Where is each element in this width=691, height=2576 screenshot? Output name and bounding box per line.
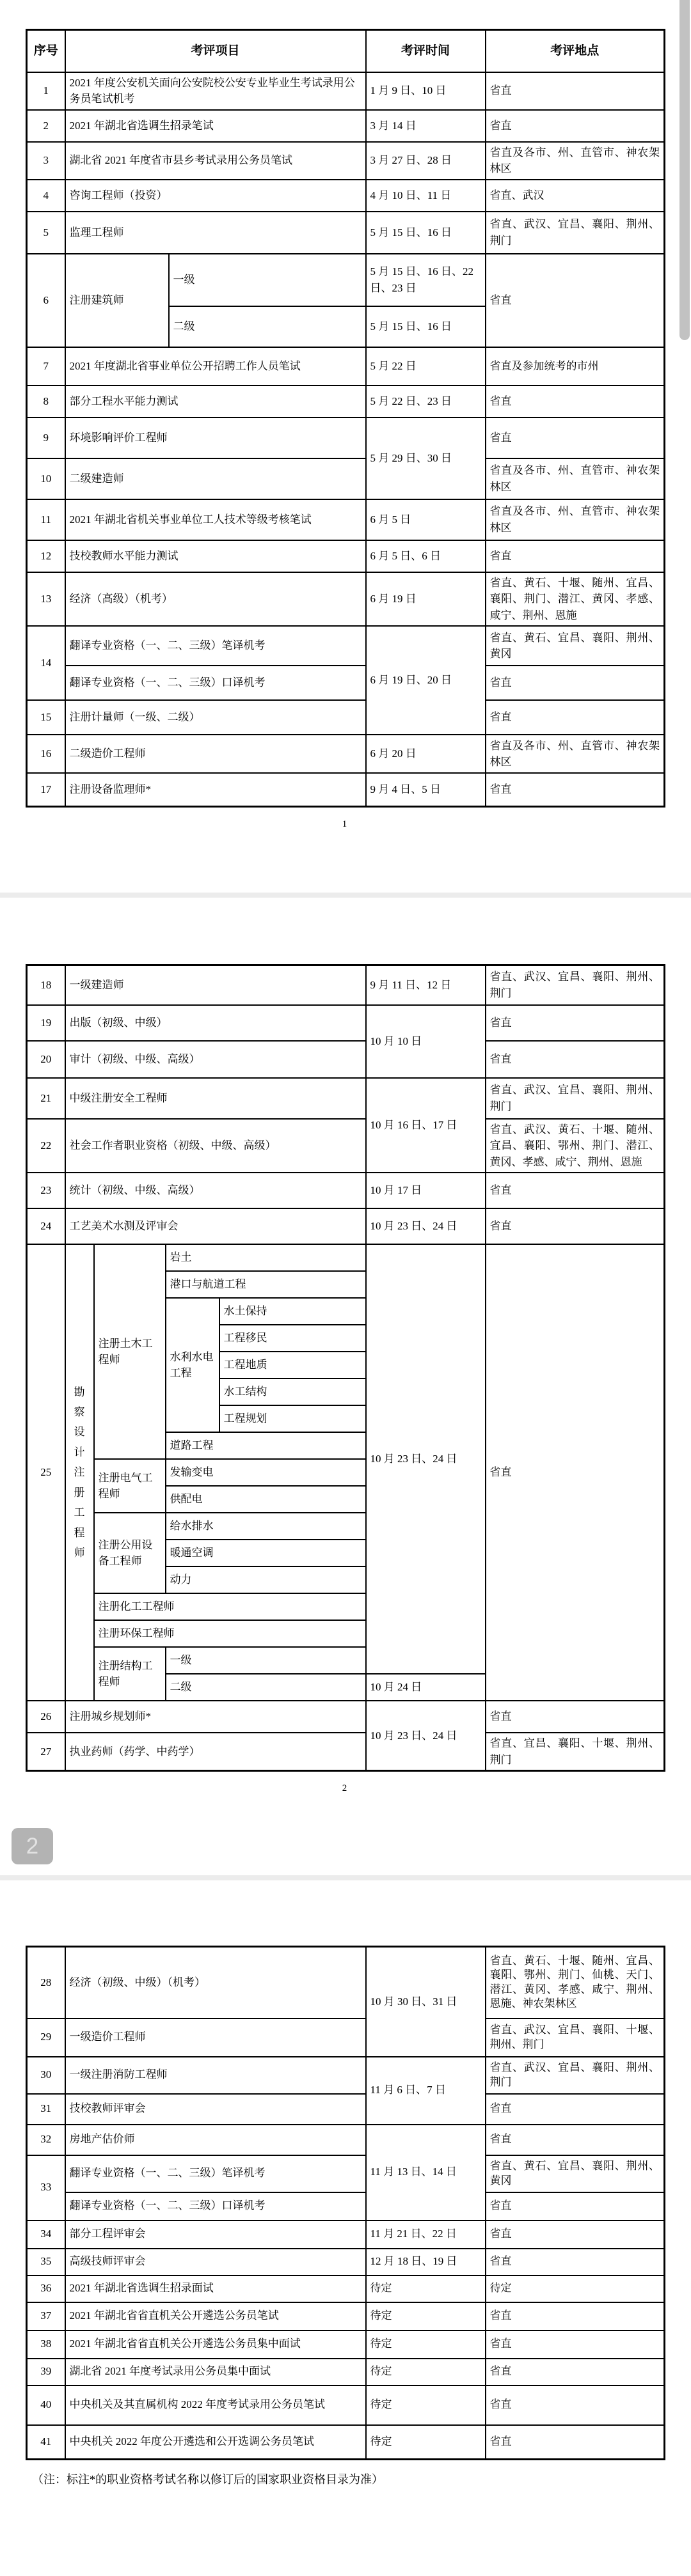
table-cell: 省直、武汉、宜昌、襄阳、十堰、荆州、荆门: [486, 2018, 665, 2057]
row-index-cell: 21: [27, 1078, 65, 1119]
table-cell: 待定: [366, 2302, 486, 2330]
row-index-cell: 25: [27, 1244, 65, 1701]
table-cell: 经济（高级）（机考）: [65, 572, 366, 627]
pdf-page-1: [0, 0, 691, 893]
table-row: [27, 2302, 665, 2330]
table-cell: 省直、黄石、十堰、随州、宜昌、襄阳、荆门、潜江、黄冈、孝感、咸宁、荆州、恩施: [486, 572, 665, 627]
table-row: [27, 2275, 665, 2302]
table-row: [27, 72, 665, 110]
table-cell: 10 月 30 日、31 日: [366, 1947, 486, 2057]
row-index-cell: 15: [27, 700, 65, 735]
table-row: [27, 1078, 665, 1119]
table-cell: 省直: [486, 1005, 665, 1041]
table-row: [27, 666, 665, 700]
row-index-cell: 5: [27, 212, 65, 254]
table-cell: 省直: [486, 666, 665, 700]
row-index-cell: 16: [27, 735, 65, 773]
table-cell: 省直及各市、州、直管市、神农架林区: [486, 142, 665, 180]
table-row: [27, 30, 665, 72]
row-index-cell: 36: [27, 2275, 65, 2302]
table-cell: 湖北省 2021 年度省市县乡考试录用公务员笔试: [65, 142, 366, 180]
table-cell: 工程地质: [219, 1352, 366, 1378]
row-index-cell: 12: [27, 540, 65, 572]
table-cell: 省直及各市、州、直管市、神农架林区: [486, 735, 665, 773]
row-index-cell: 30: [27, 2057, 65, 2094]
row-index-cell: 11: [27, 499, 65, 540]
table-cell: 供配电: [166, 1486, 366, 1513]
table-row: [27, 142, 665, 180]
table-cell: 二级: [169, 306, 366, 347]
row-index-cell: 38: [27, 2330, 65, 2359]
table-cell: 翻译专业资格（一、二、三级）笔译机考: [65, 626, 366, 666]
table-cell: 待定: [366, 2330, 486, 2359]
table-cell: 省直: [486, 254, 665, 347]
table-cell: 水利水电工程: [166, 1298, 219, 1432]
pdf-page-3: [0, 1880, 691, 2576]
row-index-cell: 33: [27, 2155, 65, 2221]
row-index-cell: 40: [27, 2385, 65, 2425]
table-cell: 2021 年湖北省机关事业单位工人技术等级考核笔试: [65, 499, 366, 540]
table-cell: 省直、武汉、宜昌、襄阳、荆州、荆门: [486, 965, 665, 1005]
table-cell: 工艺美术水测及评审会: [65, 1208, 366, 1244]
row-index-cell: 28: [27, 1947, 65, 2018]
table-cell: 省直: [486, 2192, 665, 2221]
column-header: 考评项目: [65, 30, 366, 72]
table-cell: 待定: [486, 2275, 665, 2302]
row-index-cell: 8: [27, 386, 65, 418]
table-cell: 注册电气工程师: [94, 1459, 166, 1513]
table-cell: 省直: [486, 2302, 665, 2330]
table-cell: 中央机关及其直属机构 2022 年度考试录用公务员笔试: [65, 2385, 366, 2425]
table-cell: 1 月 9 日、10 日: [366, 72, 486, 110]
table-cell: 给水排水: [166, 1513, 366, 1540]
table-cell: 翻译专业资格（一、二、三级）口译机考: [65, 2192, 366, 2221]
table-row: [27, 1701, 665, 1733]
table-cell: 省直: [486, 2094, 665, 2125]
row-index-cell: 39: [27, 2359, 65, 2385]
table-cell: 10 月 23 日、24 日: [366, 1208, 486, 1244]
table-cell: 2021 年湖北省省直机关公开遴选公务员笔试: [65, 2302, 366, 2330]
exam-table-3: [26, 1946, 665, 2460]
page-number: 1: [342, 818, 347, 829]
row-index-cell: 9: [27, 418, 65, 458]
row-index-cell: 31: [27, 2094, 65, 2125]
table-row: [27, 2094, 665, 2125]
table-cell: 省直: [486, 1701, 665, 1733]
table-cell: 工程移民: [219, 1325, 366, 1352]
table-row: [27, 2425, 665, 2460]
table-row: [27, 347, 665, 386]
table-cell: 省直: [486, 2359, 665, 2385]
table-cell: 11 月 21 日、22 日: [366, 2221, 486, 2249]
table-cell: 湖北省 2021 年度考试录用公务员集中面试: [65, 2359, 366, 2385]
table-cell: 执业药师（药学、中药学）: [65, 1733, 366, 1771]
table-cell: 翻译专业资格（一、二、三级）口译机考: [65, 666, 366, 700]
table-cell: 2021 年度公安机关面向公安院校公安专业毕业生考试录用公务员笔试机考: [65, 72, 366, 110]
row-index-cell: 10: [27, 458, 65, 499]
table-cell: 部分工程评审会: [65, 2221, 366, 2249]
table-cell: 省直、武汉、宜昌、襄阳、荆州、荆门: [486, 212, 665, 254]
page-separator: [0, 1875, 691, 1880]
table-cell: 10 月 10 日: [366, 1005, 486, 1078]
row-index-cell: 1: [27, 72, 65, 110]
table-cell: 水工结构: [219, 1378, 366, 1405]
table-row: [27, 2155, 665, 2192]
table-cell: 省直: [486, 1173, 665, 1208]
table-cell: 省直、武汉、宜昌、襄阳、荆州、荆门: [486, 2057, 665, 2094]
row-index-cell: 24: [27, 1208, 65, 1244]
table-cell: 技校教师水平能力测试: [65, 540, 366, 572]
row-index-cell: 17: [27, 773, 65, 806]
table-cell: 省直: [486, 110, 665, 142]
table-cell: 省直: [486, 1041, 665, 1078]
table-cell: 待定: [366, 2359, 486, 2385]
row-index-cell: 34: [27, 2221, 65, 2249]
row-index-cell: 6: [27, 254, 65, 347]
row-index-cell: 13: [27, 572, 65, 627]
table-row: [27, 2359, 665, 2385]
table-row: [27, 1119, 665, 1173]
table-cell: 一级建造师: [65, 965, 366, 1005]
row-index-cell: 2: [27, 110, 65, 142]
table-cell: 11 月 13 日、14 日: [366, 2125, 486, 2221]
table-cell: 5 月 22 日: [366, 347, 486, 386]
table-row: [27, 458, 665, 499]
table-cell: 监理工程师: [65, 212, 366, 254]
table-row: [27, 626, 665, 666]
table-cell: 11 月 6 日、7 日: [366, 2057, 486, 2125]
table-row: [27, 1733, 665, 1771]
table-cell: 省直: [486, 540, 665, 572]
row-index-cell: 35: [27, 2249, 65, 2275]
table-cell: 注册建筑师: [65, 254, 169, 347]
table-cell: 5 月 15 日、16 日: [366, 212, 486, 254]
table-cell: 社会工作者职业资格（初级、中级、高级）: [65, 1119, 366, 1173]
table-cell: 2021 年湖北省省直机关公开遴选公务员集中面试: [65, 2330, 366, 2359]
table-cell: 暖通空调: [166, 1540, 366, 1566]
table-row: [27, 2221, 665, 2249]
page-indicator-label: 2: [26, 1833, 39, 1859]
table-cell: 9 月 4 日、5 日: [366, 773, 486, 806]
table-row: [27, 2330, 665, 2359]
row-index-cell: 23: [27, 1173, 65, 1208]
table-cell: 省直、武汉: [486, 180, 665, 212]
table-cell: 省直: [486, 418, 665, 458]
table-row: [27, 965, 665, 1005]
table-cell: 经济（初级、中级）（机考）: [65, 1947, 366, 2018]
table-cell: 省直、黄石、十堰、随州、宜昌、襄阳、鄂州、荆门、仙桃、天门、潜江、黄冈、孝感、咸宁、荆州、恩施、神农架林区: [486, 1947, 665, 2018]
table-row: [27, 2249, 665, 2275]
table-cell: 省直、武汉、宜昌、襄阳、荆州、荆门: [486, 1078, 665, 1119]
table-cell: 省直、黄石、宜昌、襄阳、荆州、黄冈: [486, 2155, 665, 2192]
row-index-cell: 7: [27, 347, 65, 386]
table-row: [27, 1173, 665, 1208]
table-cell: 10 月 17 日: [366, 1173, 486, 1208]
table-cell: 10 月 23 日、24 日: [366, 1244, 486, 1674]
table-cell: 动力: [166, 1566, 366, 1593]
table-row: [27, 2018, 665, 2057]
table-cell: 咨询工程师（投资）: [65, 180, 366, 212]
table-row: [27, 773, 665, 806]
table-cell: 2021 年度湖北省事业单位公开招聘工作人员笔试: [65, 347, 366, 386]
table-cell: 6 月 5 日: [366, 499, 486, 540]
table-cell: 注册土木工程师: [94, 1244, 166, 1459]
table-cell: 省直、武汉、黄石、十堰、随州、宜昌、襄阳、鄂州、荆门、潜江、黄冈、孝感、咸宁、荆州、恩施: [486, 1119, 665, 1173]
table-cell: 10 月 23 日、24 日: [366, 1701, 486, 1771]
table-cell: 审计（初级、中级、高级）: [65, 1041, 366, 1078]
table-cell: 二级建造师: [65, 458, 366, 499]
row-index-cell: 4: [27, 180, 65, 212]
table-cell: 9 月 11 日、12 日: [366, 965, 486, 1005]
row-index-cell: 14: [27, 626, 65, 700]
table-row: [27, 499, 665, 540]
page-indicator-badge: [12, 1828, 53, 1864]
table-cell: 待定: [366, 2385, 486, 2425]
row-index-cell: 20: [27, 1041, 65, 1078]
table-cell: 环境影响评价工程师: [65, 418, 366, 458]
table-cell: 统计（初级、中级、高级）: [65, 1173, 366, 1208]
table-row: [27, 1041, 665, 1078]
table-cell: 一级注册消防工程师: [65, 2057, 366, 2094]
table-cell: 部分工程水平能力测试: [65, 386, 366, 418]
row-index-cell: 18: [27, 965, 65, 1005]
table-cell: 中央机关 2022 年度公开遴选和公开选调公务员笔试: [65, 2425, 366, 2460]
table-cell: 二级: [166, 1674, 366, 1701]
table-cell: 省直: [486, 773, 665, 806]
table-cell: 港口与航道工程: [166, 1271, 366, 1298]
table-cell: 10 月 24 日: [366, 1674, 486, 1701]
table-cell: 水土保持: [219, 1298, 366, 1325]
table-row: [27, 180, 665, 212]
row-index-cell: 19: [27, 1005, 65, 1041]
table-row: [27, 418, 665, 458]
table-cell: 2021 年湖北省选调生招录面试: [65, 2275, 366, 2302]
column-header: 序号: [27, 30, 65, 72]
table-cell: 房地产估价师: [65, 2125, 366, 2155]
table-cell: 2021 年湖北省选调生招录笔试: [65, 110, 366, 142]
table-cell: 6 月 20 日: [366, 735, 486, 773]
table-cell: 5 月 15 日、16 日: [366, 306, 486, 347]
column-header: 考评时间: [366, 30, 486, 72]
table-cell: 省直: [486, 2385, 665, 2425]
table-row: [27, 1244, 665, 1271]
table-cell: 一级造价工程师: [65, 2018, 366, 2057]
table-cell: 省直: [486, 1244, 665, 1701]
table-cell: 省直、黄石、宜昌、襄阳、荆州、黄冈: [486, 626, 665, 666]
table-row: [27, 572, 665, 627]
table-cell: 4 月 10 日、11 日: [366, 180, 486, 212]
table-cell: 6 月 5 日、6 日: [366, 540, 486, 572]
row-index-cell: 32: [27, 2125, 65, 2155]
table-row: [27, 254, 665, 306]
table-row: [27, 2192, 665, 2221]
column-header: 考评地点: [486, 30, 665, 72]
table-cell: 注册环保工程师: [94, 1620, 366, 1647]
table-cell: 注册结构工程师: [94, 1647, 166, 1701]
table-cell: 工程规划: [219, 1405, 366, 1432]
row-index-cell: 37: [27, 2302, 65, 2330]
table-cell: 6 月 19 日、20 日: [366, 626, 486, 735]
table-row: [27, 2057, 665, 2094]
row-index-cell: 26: [27, 1701, 65, 1733]
table-cell: 省直: [486, 2249, 665, 2275]
exam-table-2: [26, 964, 665, 1772]
table-cell: 发输变电: [166, 1459, 366, 1486]
table-cell: 12 月 18 日、19 日: [366, 2249, 486, 2275]
table-cell: 待定: [366, 2425, 486, 2460]
table-cell: 高级技师评审会: [65, 2249, 366, 2275]
table-cell: 勘察设计注册工程师: [65, 1244, 94, 1701]
scrollbar-thumb[interactable]: [679, 0, 690, 340]
exam-table-1: [26, 29, 665, 808]
table-cell: 岩土: [166, 1244, 366, 1271]
table-row: [27, 540, 665, 572]
table-cell: 道路工程: [166, 1432, 366, 1459]
table-cell: 注册设备监理师*: [65, 773, 366, 806]
row-index-cell: 27: [27, 1733, 65, 1771]
table-cell: 省直、宜昌、襄阳、十堰、荆州、荆门: [486, 1733, 665, 1771]
table-row: [27, 1947, 665, 2018]
table-cell: 3 月 14 日: [366, 110, 486, 142]
table-row: [27, 735, 665, 773]
table-cell: 省直及参加统考的市州: [486, 347, 665, 386]
page-number: 2: [342, 1783, 347, 1793]
row-index-cell: 29: [27, 2018, 65, 2057]
table-cell: 出版（初级、中级）: [65, 1005, 366, 1041]
table-cell: 5 月 15 日、16 日、22 日、23 日: [366, 254, 486, 306]
table-cell: 6 月 19 日: [366, 572, 486, 627]
table-cell: 10 月 16 日、17 日: [366, 1078, 486, 1173]
table-cell: 省直: [486, 2125, 665, 2155]
table-cell: 省直: [486, 386, 665, 418]
table-cell: 省直: [486, 2221, 665, 2249]
page-separator: [0, 893, 691, 898]
table-row: [27, 2385, 665, 2425]
row-index-cell: 41: [27, 2425, 65, 2460]
table-row: [27, 110, 665, 142]
table-cell: 技校教师评审会: [65, 2094, 366, 2125]
table-cell: 省直: [486, 72, 665, 110]
table-cell: 省直: [486, 700, 665, 735]
table-cell: 注册城乡规划师*: [65, 1701, 366, 1733]
table-cell: 省直及各市、州、直管市、神农架林区: [486, 499, 665, 540]
table-row: [27, 1005, 665, 1041]
table-cell: 5 月 29 日、30 日: [366, 418, 486, 499]
table-cell: 3 月 27 日、28 日: [366, 142, 486, 180]
row-index-cell: 22: [27, 1119, 65, 1173]
table-cell: 省直: [486, 2425, 665, 2460]
table-row: [27, 2125, 665, 2155]
table-cell: 省直: [486, 2330, 665, 2359]
table-cell: 一级: [166, 1647, 366, 1674]
table-cell: 注册化工工程师: [94, 1593, 366, 1620]
table-cell: 注册公用设备工程师: [94, 1513, 166, 1593]
row-index-cell: 3: [27, 142, 65, 180]
footnote: （注：标注*的职业资格考试名称以修订后的国家职业资格目录为准）: [32, 2473, 383, 2486]
pdf-page-2: [0, 898, 691, 1875]
table-row: [27, 212, 665, 254]
table-cell: 待定: [366, 2275, 486, 2302]
table-cell: 5 月 22 日、23 日: [366, 386, 486, 418]
table-row: [27, 1208, 665, 1244]
table-cell: 注册计量师（一级、二级）: [65, 700, 366, 735]
table-row: [27, 700, 665, 735]
table-cell: 一级: [169, 254, 366, 306]
table-row: [27, 386, 665, 418]
table-cell: 翻译专业资格（一、二、三级）笔译机考: [65, 2155, 366, 2192]
table-cell: 二级造价工程师: [65, 735, 366, 773]
table-cell: 省直及各市、州、直管市、神农架林区: [486, 458, 665, 499]
table-cell: 省直: [486, 1208, 665, 1244]
table-cell: 中级注册安全工程师: [65, 1078, 366, 1119]
